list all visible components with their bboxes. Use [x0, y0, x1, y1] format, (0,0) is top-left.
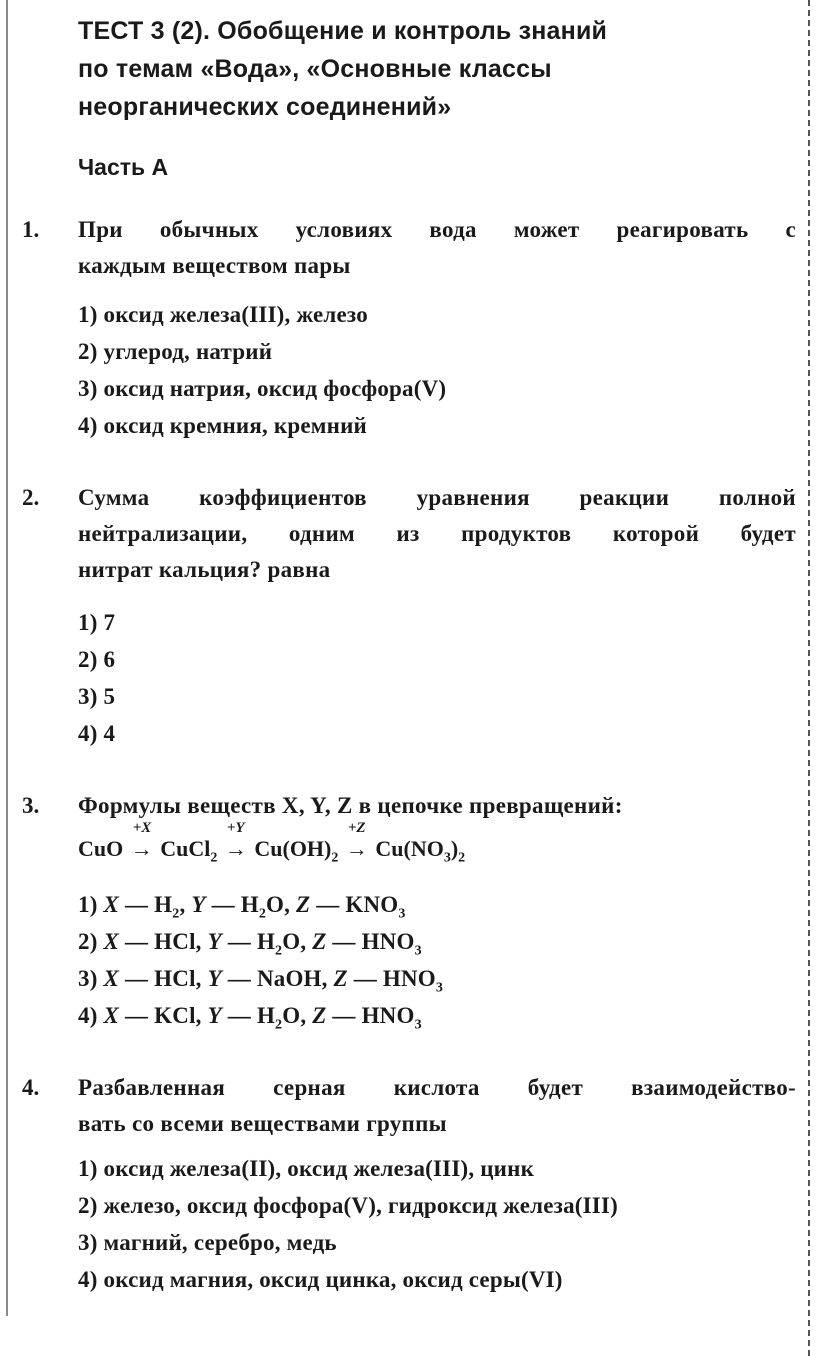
- right-cut-line: [808, 0, 810, 1356]
- reagent-label: +X: [132, 820, 152, 836]
- question-text: [78, 1070, 796, 1142]
- question-number: 1.: [22, 217, 40, 242]
- reagent-label: +Y: [226, 820, 245, 836]
- arrow-icon: → +Z: [345, 820, 368, 861]
- word: При: [78, 217, 123, 242]
- test-title: [78, 12, 738, 126]
- answer-option: 4) 4: [78, 721, 116, 746]
- answer-option: 2) X — HCl, Y — $H_2O$, Z — $HNO_3$: [78, 929, 422, 959]
- question-line: [78, 212, 796, 248]
- word: будет: [740, 521, 796, 546]
- question-line: [78, 516, 796, 552]
- formula: CuCl$_2$: [160, 836, 218, 866]
- word: нейтрализации,: [78, 521, 248, 546]
- answer-options: [78, 296, 446, 444]
- question-line: вать со всеми веществами группы: [78, 1111, 447, 1136]
- word: может: [513, 217, 580, 242]
- word: будет: [527, 1075, 584, 1100]
- word: которой: [612, 521, 700, 546]
- word: одним: [288, 521, 356, 546]
- word: полной: [718, 485, 796, 510]
- answer-option: 2) железо, оксид фосфора(V), гидроксид железа(III): [78, 1193, 618, 1218]
- question-line: Формулы веществ X, Y, Z в цепочке превращений:: [78, 793, 623, 818]
- question-text: [78, 788, 796, 824]
- answer-option: 4) оксид магния, оксид цинка, оксид серы(VI): [78, 1267, 563, 1292]
- word: коэффициентов: [199, 485, 367, 510]
- answer-options: [78, 886, 443, 1034]
- title-line: неорганических соединений»: [78, 93, 452, 121]
- question-number: 4.: [22, 1075, 40, 1100]
- answer-option: 1) X — $H_2$, Y — $H_2O$, Z — $KNO_3$: [78, 892, 406, 922]
- arrow-icon: → +Y: [224, 820, 247, 861]
- answer-option: 3) магний, серебро, медь: [78, 1230, 337, 1255]
- answer-option: 4) оксид кремния, кремний: [78, 413, 367, 438]
- answer-options: [78, 604, 115, 752]
- word: реагировать: [616, 217, 749, 242]
- title-line: ТЕСТ 3 (2). Обобщение и контроль знаний: [78, 17, 608, 45]
- answer-option: 2) 6: [78, 647, 116, 672]
- title-line: по темам «Вода», «Основные классы: [78, 55, 552, 83]
- answer-option: 1) оксид железа(II), оксид железа(III), цинк: [78, 1156, 535, 1181]
- word: Разбавленная: [78, 1075, 226, 1100]
- word: с: [785, 217, 796, 242]
- arrow-icon: → +X: [130, 820, 153, 861]
- answer-options: [78, 1150, 618, 1298]
- answer-option: 3) 5: [78, 684, 116, 709]
- answer-option: 1) оксид железа(III), железо: [78, 302, 368, 327]
- word: условиях: [295, 217, 393, 242]
- answer-option: 2) углерод, натрий: [78, 339, 273, 364]
- word: взаимодейство-: [631, 1075, 796, 1100]
- question-text: [78, 212, 796, 284]
- left-margin-line: [6, 0, 8, 1316]
- word: обычных: [159, 217, 259, 242]
- question-number: 2.: [22, 485, 40, 510]
- word: вода: [429, 217, 477, 242]
- word: серная: [273, 1075, 346, 1100]
- answer-option: 3) оксид натрия, оксид фосфора(V): [78, 376, 447, 401]
- question-line: нитрат кальция? равна: [78, 557, 331, 582]
- word: уравнения: [416, 485, 530, 510]
- word: реакции: [579, 485, 670, 510]
- question-line: каждым веществом пары: [78, 253, 351, 278]
- question-text: [78, 480, 796, 588]
- transformation-chain: [78, 820, 466, 866]
- word: кислота: [393, 1075, 480, 1100]
- word: из: [396, 521, 420, 546]
- answer-option: 3) X — HCl, Y — NaOH, Z — $HNO_3$: [78, 966, 444, 996]
- question-line: [78, 1070, 796, 1106]
- reagent-label: +Z: [347, 820, 366, 836]
- question-line: [78, 480, 796, 516]
- answer-option: 4) X — KCl, Y — $H_2O$, Z — $HNO_3$: [78, 1003, 422, 1033]
- formula: CuO: [78, 836, 124, 861]
- word: продуктов: [461, 521, 572, 546]
- part-heading: Часть А: [78, 154, 169, 180]
- word: Сумма: [78, 485, 150, 510]
- question-number: 3.: [22, 793, 40, 818]
- answer-option: 1) 7: [78, 610, 116, 635]
- formula: $Cu(NO_3)_2$: [375, 836, 466, 866]
- formula: $Cu(OH)_2$: [254, 836, 339, 866]
